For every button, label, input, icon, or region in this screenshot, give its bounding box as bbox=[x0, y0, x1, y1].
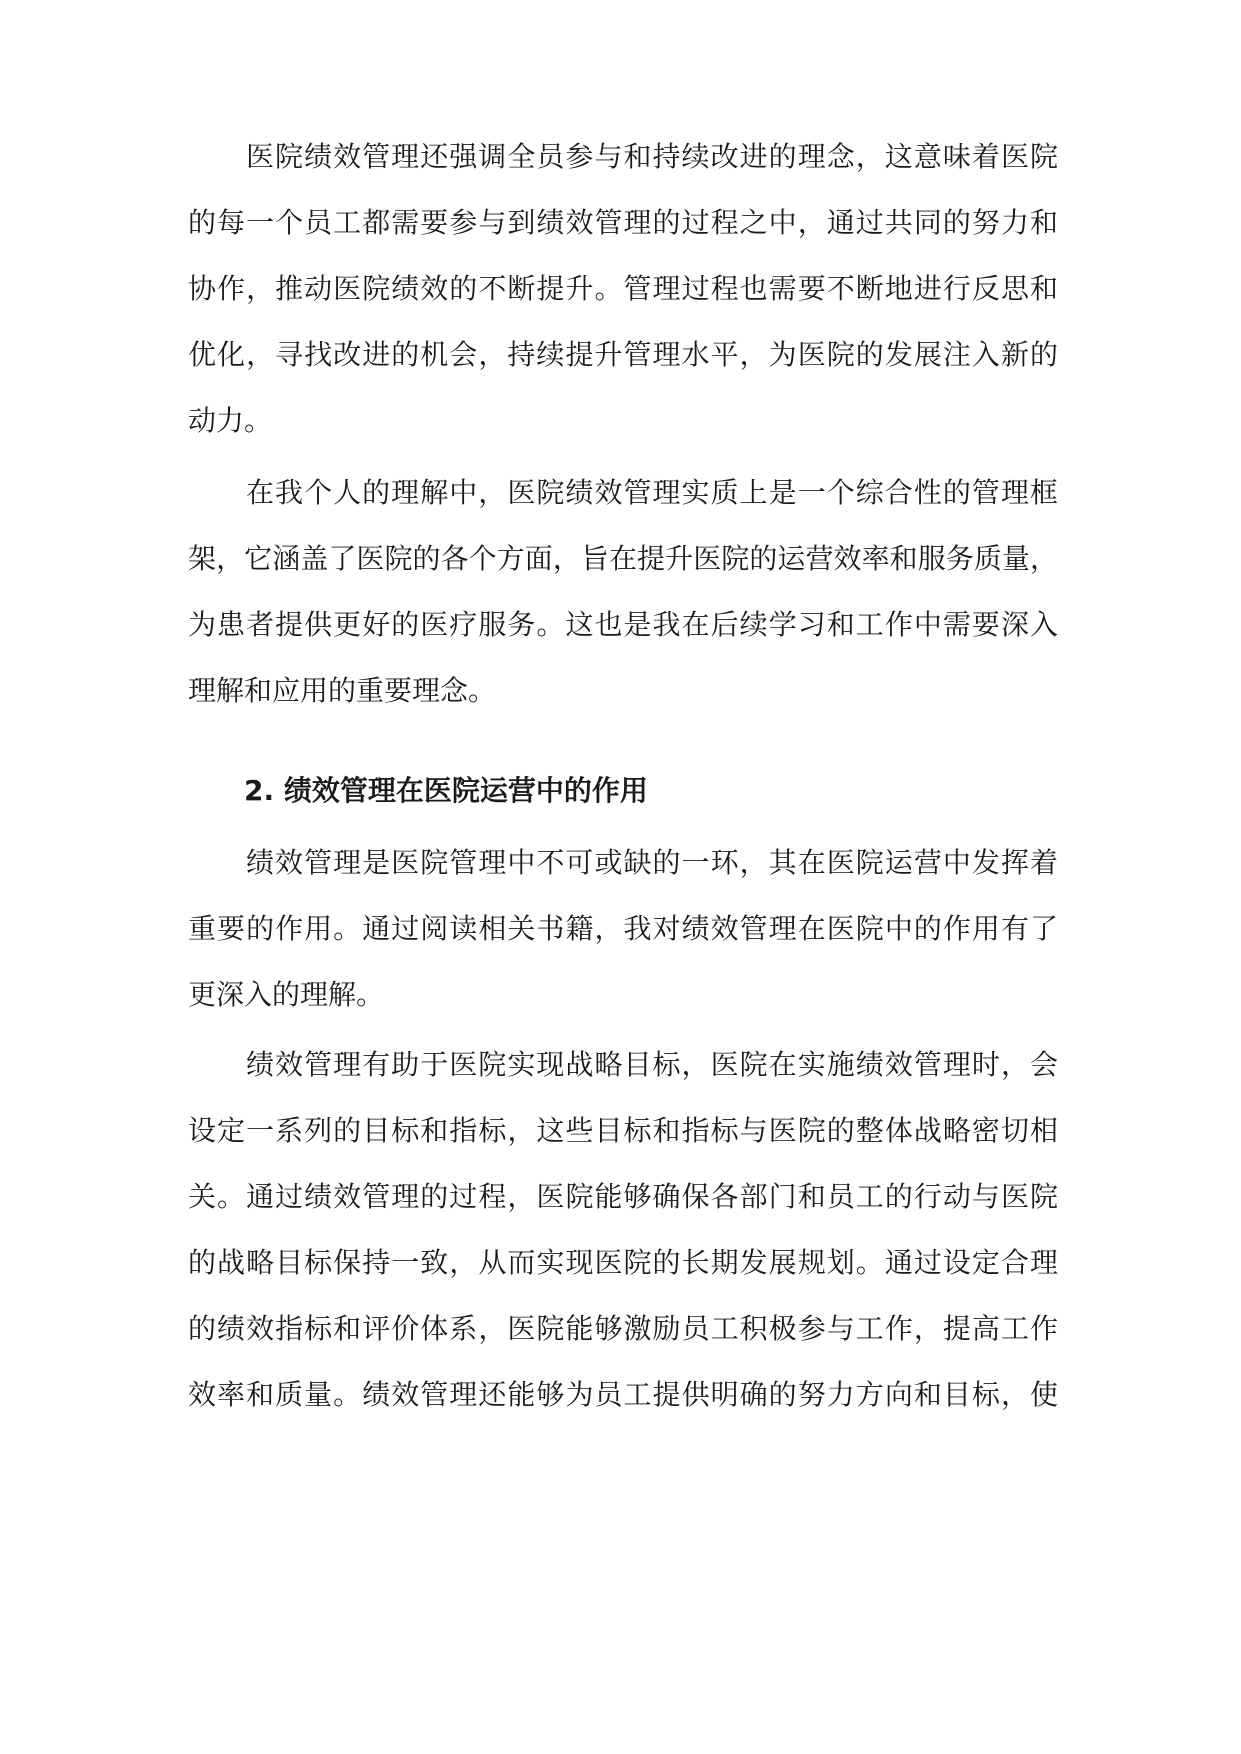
paragraph-4-line-1: 绩效管理有助于医院实现战略目标，医院在实施绩效管理时，会 bbox=[246, 1048, 1058, 1081]
paragraph-3-line-3: 更深入的理解。 bbox=[188, 978, 385, 1011]
paragraph-4-line-5: 的绩效指标和评价体系，医院能够激励员工积极参与工作，提高工作 bbox=[188, 1312, 1058, 1345]
paragraph-3-line-2: 重要的作用。通过阅读相关书籍，我对绩效管理在医院中的作用有了 bbox=[188, 912, 1058, 945]
paragraph-4-line-6: 效率和质量。绩效管理还能够为员工提供明确的努力方向和目标，使 bbox=[188, 1378, 1058, 1411]
paragraph-2-line-3: 为患者提供更好的医疗服务。这也是我在后续学习和工作中需要深入 bbox=[188, 608, 1058, 641]
paragraph-2-line-4: 理解和应用的重要理念。 bbox=[188, 674, 497, 707]
paragraph-1-line-4: 优化，寻找改进的机会，持续提升管理水平，为医院的发展注入新的 bbox=[188, 338, 1058, 371]
paragraph-1-line-5: 动力。 bbox=[188, 404, 273, 437]
paragraph-4-line-2: 设定一系列的目标和指标，这些目标和指标与医院的整体战略密切相 bbox=[188, 1114, 1058, 1147]
paragraph-1-line-2: 的每一个员工都需要参与到绩效管理的过程之中，通过共同的努力和 bbox=[188, 206, 1058, 239]
section-heading: 2. 绩效管理在医院运营中的作用 bbox=[244, 774, 648, 807]
paragraph-2-line-2: 架，它涵盖了医院的各个方面，旨在提升医院的运营效率和服务质量， bbox=[188, 542, 1058, 575]
paragraph-3-line-1: 绩效管理是医院管理中不可或缺的一环，其在医院运营中发挥着 bbox=[246, 846, 1058, 879]
paragraph-2-line-1: 在我个人的理解中，医院绩效管理实质上是一个综合性的管理框 bbox=[246, 476, 1058, 509]
paragraph-4-line-3: 关。通过绩效管理的过程，医院能够确保各部门和员工的行动与医院 bbox=[188, 1180, 1058, 1213]
paragraph-4-line-4: 的战略目标保持一致，从而实现医院的长期发展规划。通过设定合理 bbox=[188, 1246, 1058, 1279]
paragraph-1-line-1: 医院绩效管理还强调全员参与和持续改进的理念，这意味着医院 bbox=[246, 140, 1058, 173]
paragraph-1-line-3: 协作，推动医院绩效的不断提升。管理过程也需要不断地进行反思和 bbox=[188, 272, 1058, 305]
